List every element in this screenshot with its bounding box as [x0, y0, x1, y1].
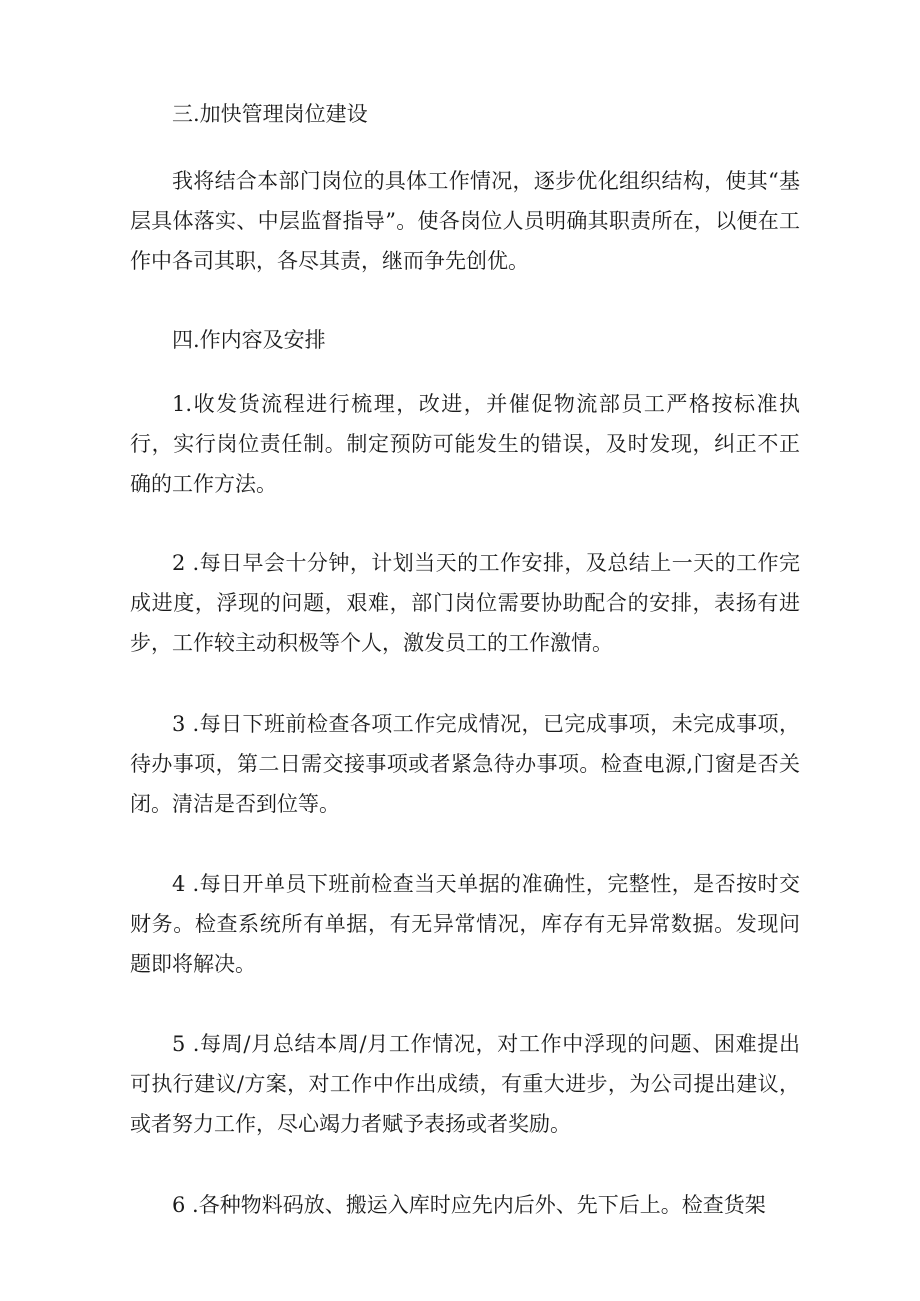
list-item-text: 每日下班前检查各项工作完成情况，已完成事项，未完成事项，待办事项，第二日需交接事项或者紧急待办事项。检查电源,门窗是否关闭。清洁是否到位等。	[130, 712, 800, 816]
list-item-6	[130, 1185, 800, 1225]
list-item-number: 4 .	[172, 872, 200, 896]
list-item-text: 每周/月总结本周/月工作情况，对工作中浮现的问题、困难提出可执行建议/方案，对工作中作出成绩，有重大进步，为公司提出建议，或者努力工作，尽心竭力者赋予表扬或者奖励。	[130, 1032, 800, 1136]
list-item-text: 各种物料码放、搬运入库时应先内后外、先下后上。检查货架	[198, 1193, 766, 1217]
list-item-number: 5 .	[172, 1032, 200, 1056]
section-4-heading: 四.作内容及安排	[172, 328, 326, 352]
list-item-text: 每日开单员下班前检查当天单据的准确性，完整性，是否按时交财务。检查系统所有单据，有无异常情况，库存有无异常数据。发现问题即将解决。	[130, 872, 800, 976]
list-item-4	[130, 864, 800, 984]
list-item-text: 收发货流程进行梳理，改进，并催促物流部员工严格按标准执行，实行岗位责任制。制定预防可能发生的错误，及时发现，纠正不正确的工作方法。	[130, 392, 800, 496]
list-item-2	[130, 543, 800, 663]
list-item-3	[130, 704, 800, 824]
list-item-number: 1.	[172, 392, 193, 416]
list-item-number: 2 .	[172, 551, 200, 575]
list-item-5	[130, 1024, 800, 1144]
section-3-paragraph: 我将结合本部门岗位的具体工作情况，逐步优化组织结构，使其“基层具体落实、中层监督指导”。使各岗位人员明确其职责所在，以便在工作中各司其职，各尽其责，继而争先创优。	[130, 169, 800, 273]
list-item-number: 3 .	[172, 712, 200, 736]
list-item-text: 每日早会十分钟，计划当天的工作安排，及总结上一天的工作完成进度，浮现的问题，艰难，部门岗位需要协助配合的安排，表扬有进步，工作较主动积极等个人，激发员工的工作激情。	[130, 551, 800, 655]
section-3-heading: 三.加快管理岗位建设	[172, 102, 368, 126]
list-item-number: 6 .	[172, 1193, 199, 1217]
list-item-1	[130, 384, 800, 504]
